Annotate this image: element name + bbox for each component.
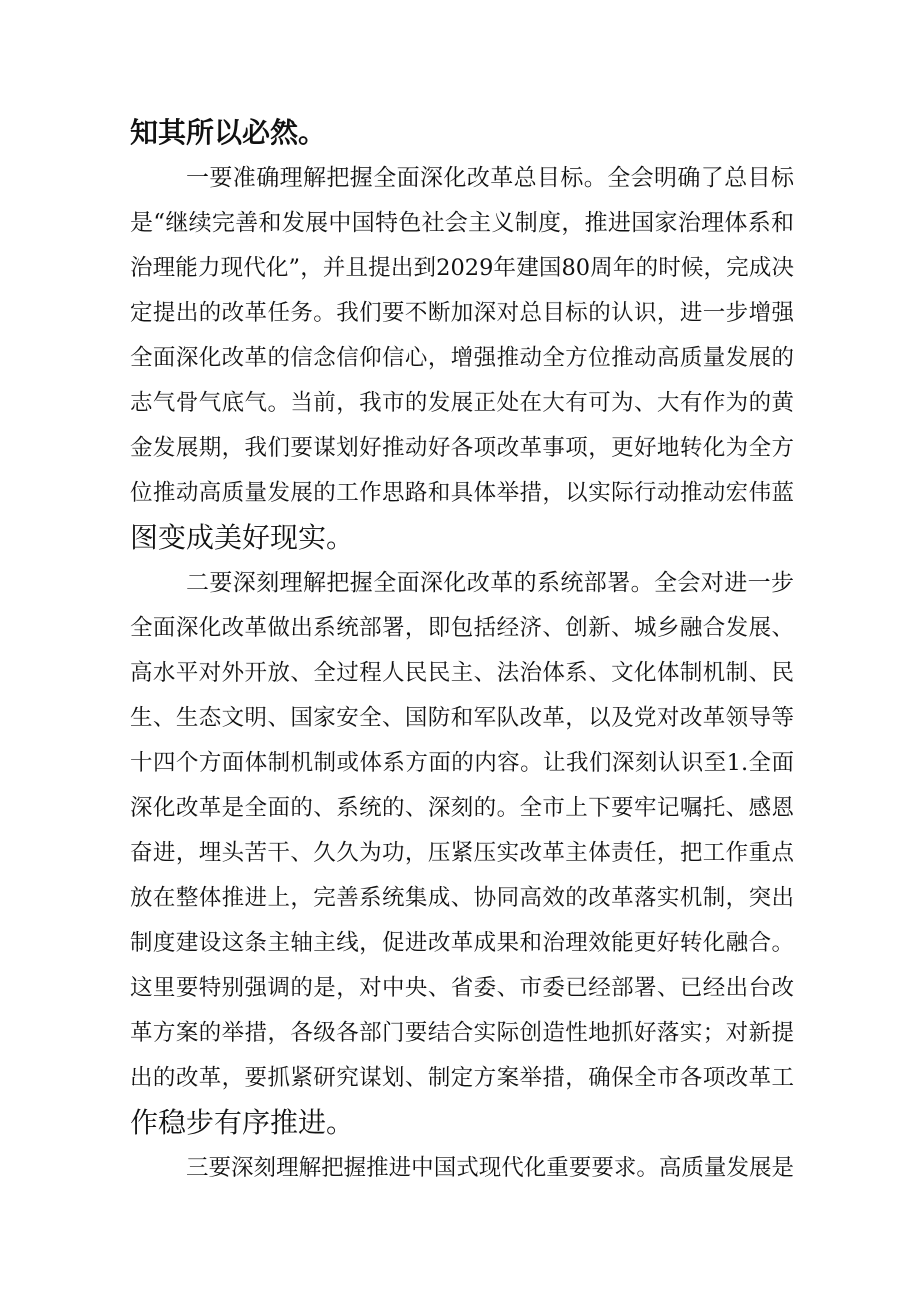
point-one-line: 治理能力现代化”，并且提出到2029年建国80周年的时候，完成决	[130, 255, 794, 281]
point-one-line: 志气骨气底气。当前，我市的发展正处在大有可为、大有作为的黄	[130, 390, 794, 416]
point-one-line: 是“继续完善和发展中国特色社会主义制度，推进国家治理体系和	[130, 210, 794, 236]
point-two-line: 奋进，埋头苦干、久久为功，压紧压实改革主体责任，把工作重点	[130, 840, 794, 866]
point-two-line: 放在整体推进上，完善系统集成、协同高效的改革落实机制，突出	[130, 885, 794, 911]
point-two-line: 出的改革，要抓紧研究谋划、制定方案举措，确保全市各项改革工	[130, 1065, 794, 1091]
opening-line: 知其所以必然。	[130, 116, 327, 149]
point-two-line: 二要深刻理解把握全面深化改革的系统部署。全会对进一步	[186, 570, 794, 596]
point-two-line: 全面深化改革做出系统部署，即包括经济、创新、城乡融合发展、	[130, 615, 794, 641]
point-one-line: 图变成美好现实。	[130, 521, 355, 554]
point-one-line: 位推动高质量发展的工作思路和具体举措，以实际行动推动宏伟蓝	[130, 480, 794, 506]
point-two-line: 制度建设这条主轴主线，促进改革成果和治理效能更好转化融合。	[130, 930, 794, 956]
point-two-line: 深化改革是全面的、系统的、深刻的。全市上下要牢记嘱托、感恩	[130, 795, 794, 821]
point-one-line: 金发展期，我们要谋划好推动好各项改革事项，更好地转化为全方	[130, 435, 794, 461]
point-two-line: 作稳步有序推进。	[130, 1106, 355, 1139]
point-one-line: 定提出的改革任务。我们要不断加深对总目标的认识，进一步增强	[130, 300, 794, 326]
point-two-line: 高水平对外开放、全过程人民民主、法治体系、文化体制机制、民	[130, 660, 794, 686]
point-two-line: 革方案的举措，各级各部门要结合实际创造性地抓好落实；对新提	[130, 1020, 794, 1046]
point-one-line: 一要准确理解把握全面深化改革总目标。全会明确了总目标	[186, 165, 794, 191]
point-three-line: 三要深刻理解把握推进中国式现代化重要要求。高质量发展是	[186, 1155, 794, 1181]
point-two-line: 生、生态文明、国家安全、国防和军队改革，以及党对改革领导等	[130, 705, 794, 731]
point-one-line: 全面深化改革的信念信仰信心，增强推动全方位推动高质量发展的	[130, 345, 794, 371]
point-two-line: 十四个方面体制机制或体系方面的内容。让我们深刻认识至1.全面	[130, 750, 794, 776]
point-two-line: 这里要特别强调的是，对中央、省委、市委已经部署、已经出台改	[130, 975, 794, 1001]
